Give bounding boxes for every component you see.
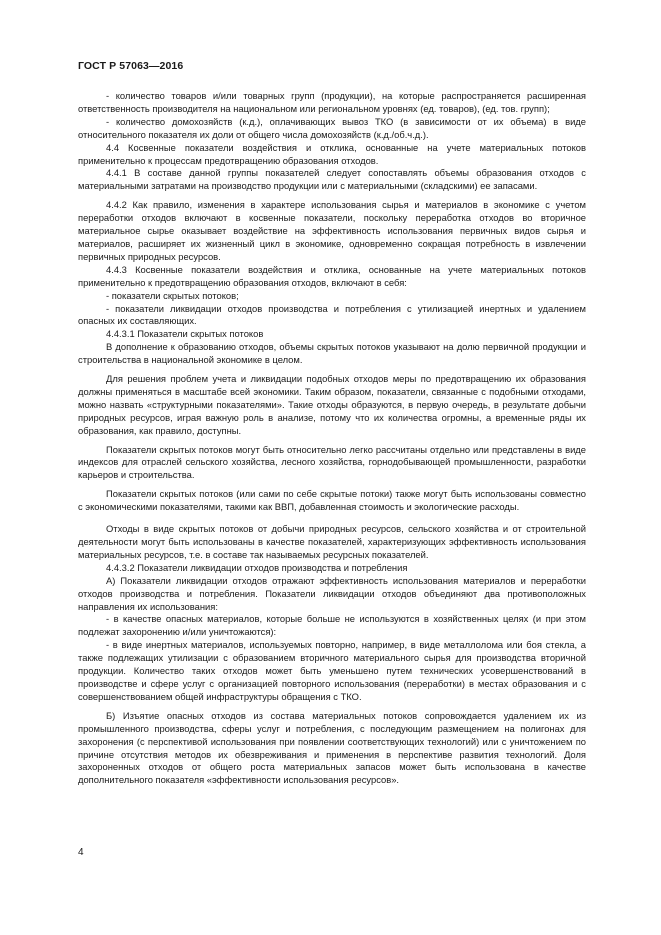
paragraph: - количество товаров и/или товарных групп (продукции), на которые распространяется расширенная ответственность производителя на национальном или региональном уровнях (ед. товаров), (ед. тов. групп); [78,90,586,114]
paragraph: - показатели ликвидации отходов производства и потребления с утилизацией инертных и удалением опасных их составляющих. [78,302,586,327]
paragraph: Показатели скрытых потоков (или сами по себе скрытые потоки) также могут быть использованы совместно с экономическими показателями, такими как ВВП, добавленная стоимость и экологические расходы. [78,488,586,513]
section-heading: 4.4 Косвенные показатели воздействия и отклика, основанные на учете материальных потоков применительно к процессам предотвращению образования отходов. [78,141,586,166]
document-header: ГОСТ Р 57063—2016 [78,60,184,72]
paragraph: 4.4.1 В составе данной группы показателей следует сопоставлять объемы образования отходов с материальными затратами на производство продукции или с материальными (складскими) ее запасами. [78,167,586,192]
paragraph: - в виде инертных материалов, используемых повторно, например, в виде металлолома или боя стекла, а также подлежащих утилизации с образованием вторичного материального сырья для производства вторичной продукции. Количество таких отходов может быть уменьшено путем технических усовершенствований в производстве и сфере услуг с организацией повторного использования (переработки) в местах образования и с совершенствованием общей инфраструктуры обращения с ТКО. [78,639,586,702]
paragraph: В дополнение к образованию отходов, объемы скрытых потоков указывают на долю первичной продукции и строительства в национальной экономике в целом. [78,341,586,366]
paragraph: 4.4.2 Как правило, изменения в характере использования сырья и материалов в экономике с учетом переработки отходов включают в косвенные показатели, поскольку переработка отходов во вторичное материальное сырье оказывает воздействие на эффективность использования первичных видов сырья и материалов, расширяет их жизненный цикл в экономике, одновременно сокращая потребность в извлечении первичных природных ресурсов. [78,199,586,262]
paragraph: Показатели скрытых потоков могут быть относительно легко рассчитаны отдельно или представлены в виде индексов для отраслей сельского хозяйства, лесного хозяйства, горнодобывающей промышленности, разработки карьеров и строительства. [78,443,586,481]
paragraph: Отходы в виде скрытых потоков от добычи природных ресурсов, сельского хозяйства и от строительной деятельности могут быть использованы в качестве показателей, характеризующих эффективность использования материальных ресурсов, т.е. в составе так называемых ресурсных показателей. [78,523,586,560]
paragraph: 4.4.3 Косвенные показатели воздействия и отклика, основанные на учете материальных потоков применительно к предотвращению образования отходов, включают в себя: [78,263,586,288]
paragraph: - количество домохозяйств (к.д.), оплачивающих вывоз ТКО (в зависимости от их объема) в виде относительного показателя их доли от общего числа домохозяйств (к.д./об.ч.д.). [78,115,586,140]
paragraph: А) Показатели ликвидации отходов отражают эффективность использования материалов и переработки отходов производства и потребления. Показатели ликвидации отходов объединяют два противоположных направления их использования: [78,574,586,612]
document-body [78,90,586,787]
paragraph: Б) Изъятие опасных отходов из состава материальных потоков сопровождается удалением их из промышленного производства, сферы услуг и потребления, с последующим размещением на полигонах для захоронения (с перспективой использования при появлении соответствующих технологий) или с уничтожением по причине отсутствия методов их обезвреживания и применения в перспективе развития технологий. Доля захороненных отходов от общего роста материальных запасов может быть использована в качестве дополнительного показателя «эффективности использования ресурсов». [78,709,586,786]
page-number: 4 [78,847,84,858]
subsection-heading: 4.4.3.2 Показатели ликвидации отходов производства и потребления [106,561,408,573]
paragraph: Для решения проблем учета и ликвидации подобных отходов меры по предотвращению их образования должны применяться в масштабе всей экономики. Таким образом, показатели, связанные с подобными отходами, можно назвать «структурными показателями». Такие отходы образуются, в первую очередь, в результате добычи природных ресурсов, играя важную роль в анализе, потому что их количества огромны, а временные ряды их образования, как правило, доступны. [78,373,586,436]
paragraph: - в качестве опасных материалов, которые больше не используются в хозяйственных целях (и при этом подлежат захоронению и/или уничтожаются): [78,613,586,638]
paragraph: - показатели скрытых потоков; [106,289,239,301]
subsection-heading: 4.4.3.1 Показатели скрытых потоков [106,328,264,340]
